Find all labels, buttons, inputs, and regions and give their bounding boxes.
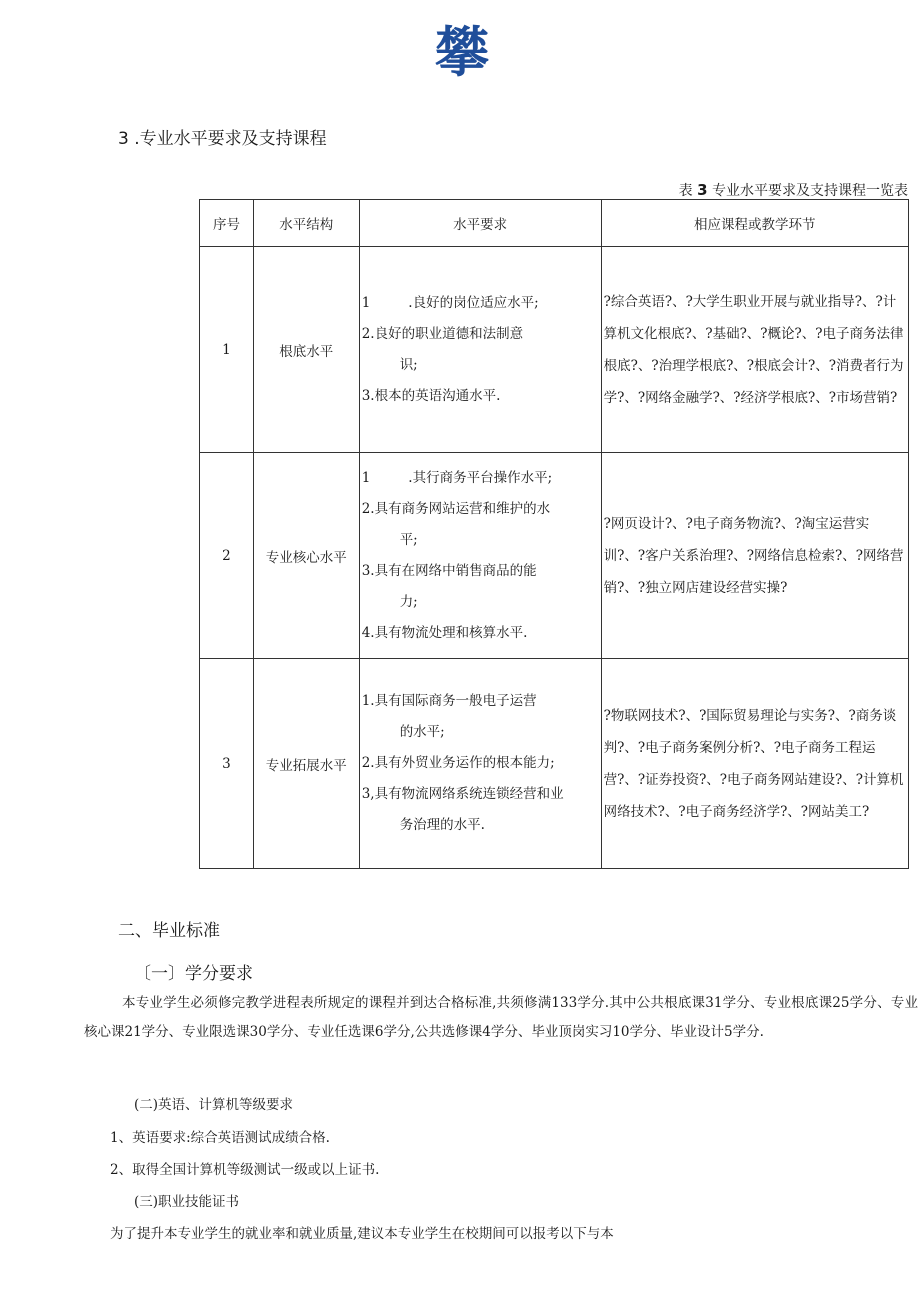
requirement-text: .其行商务平台操作水平; bbox=[408, 469, 553, 486]
table-header-row bbox=[200, 200, 909, 247]
requirement-number: 1 bbox=[361, 469, 371, 486]
requirement-text: 良好的职业道德和法制意 bbox=[374, 325, 524, 342]
requirement-line bbox=[362, 381, 597, 412]
requirement-text: 具有物流网络系统连锁经营和业 bbox=[374, 786, 564, 802]
table-row bbox=[200, 453, 909, 659]
requirement-number: 1 bbox=[361, 294, 371, 311]
table-row bbox=[200, 659, 909, 869]
requirement-line bbox=[362, 463, 597, 494]
requirement-text: .具有国际商务一般电子运营 bbox=[370, 693, 537, 709]
lang-title: (二)英语、计算机等级要求 bbox=[134, 1097, 294, 1113]
row-requirements bbox=[359, 247, 601, 453]
requirement-number: 3. bbox=[361, 387, 375, 404]
caption-prefix: 表 bbox=[678, 183, 698, 199]
requirement-line bbox=[362, 618, 597, 649]
requirement-text: 根本的英语沟通水平. bbox=[374, 387, 501, 404]
requirement-number: 1 bbox=[361, 693, 371, 709]
caption-number: 3 bbox=[697, 181, 708, 199]
logo: 攀 bbox=[435, 21, 489, 84]
requirement-text: 具有外贸业务运作的根本能力; bbox=[374, 755, 555, 771]
requirement-number: 2. bbox=[361, 755, 375, 771]
credits-title: 〔一〕学分要求 bbox=[134, 964, 253, 984]
row-courses: ?物联网技术?、?国际贸易理论与实务?、?商务谈判?、?电子商务案例分析?、?电子商务工程运营?、?证券投资?、?电子商务网站建设?、?计算机网络技术?、?电子商务经济学?、?网站美工? bbox=[601, 659, 908, 869]
header-courses: 相应课程或教学环节 bbox=[601, 200, 908, 247]
requirement-line bbox=[362, 686, 597, 717]
requirement-line bbox=[362, 525, 597, 556]
row-number: 3 bbox=[200, 659, 254, 869]
row-requirements bbox=[359, 453, 601, 659]
header-no: 序号 bbox=[200, 200, 254, 247]
row-number: 1 bbox=[200, 247, 254, 453]
table-body bbox=[200, 247, 909, 869]
requirement-text: .具有在网络中销售商品的能 bbox=[370, 562, 537, 579]
table-row bbox=[200, 247, 909, 453]
requirement-text: 力; bbox=[399, 593, 418, 610]
lang-item-2: 2、取得全国计算机等级测试一级或以上证书. bbox=[110, 1162, 380, 1178]
requirement-line bbox=[362, 494, 597, 525]
requirement-number: 3, bbox=[361, 786, 375, 802]
header-requirements: 水平要求 bbox=[359, 200, 601, 247]
requirement-number: 4. bbox=[361, 624, 375, 641]
row-number: 2 bbox=[200, 453, 254, 659]
requirement-text: 务治理的水平. bbox=[399, 817, 485, 833]
requirement-line bbox=[362, 810, 597, 841]
requirement-text: 平; bbox=[399, 531, 418, 548]
caption-suffix: 专业水平要求及支持课程一览表 bbox=[707, 183, 908, 199]
requirement-line bbox=[362, 350, 597, 381]
requirement-line bbox=[362, 587, 597, 618]
requirement-line bbox=[362, 748, 597, 779]
requirement-line bbox=[362, 319, 597, 350]
requirement-text: 的水平; bbox=[399, 724, 445, 740]
row-requirements bbox=[359, 659, 601, 869]
table-caption bbox=[679, 180, 908, 200]
header-structure: 水平结构 bbox=[253, 200, 359, 247]
requirement-line bbox=[362, 288, 597, 319]
requirement-line bbox=[362, 779, 597, 810]
credits-paragraph: 本专业学生必须修完教学进程表所规定的课程并到达合格标准,共须修满133学分.其中公共根底课31学分、专业根底课25学分、专业核心课21学分、专业限选课30学分、专业任选课6学分,公共选修课4学分、毕业顶岗实习10学分、毕业设计5学分. bbox=[84, 995, 918, 1040]
requirements-table bbox=[199, 199, 909, 869]
requirement-text: .良好的岗位适应水平; bbox=[408, 294, 539, 311]
row-structure: 根底水平 bbox=[253, 247, 359, 453]
requirement-text: 具有物流处理和核算水平. bbox=[374, 624, 528, 641]
requirement-number: 2. bbox=[361, 500, 375, 517]
row-structure: 专业拓展水平 bbox=[253, 659, 359, 869]
requirement-line bbox=[362, 717, 597, 748]
section-title: 3 .专业水平要求及支持课程 bbox=[118, 129, 327, 149]
requirement-number: 2. bbox=[361, 325, 375, 342]
cert-text: 为了提升本专业学生的就业率和就业质量,建议本专业学生在校期间可以报考以下与本 bbox=[110, 1226, 614, 1242]
row-structure: 专业核心水平 bbox=[253, 453, 359, 659]
requirement-text: 识; bbox=[399, 356, 418, 373]
cert-title: (三)职业技能证书 bbox=[134, 1194, 240, 1210]
row-courses: ?网页设计?、?电子商务物流?、?淘宝运营实训?、?客户关系治理?、?网络信息检索?、?网络营销?、?独立网店建设经营实操? bbox=[601, 453, 908, 659]
requirement-text: 具有商务网站运营和维护的水 bbox=[374, 500, 551, 517]
requirement-number: 3 bbox=[361, 562, 371, 579]
requirement-line bbox=[362, 556, 597, 587]
row-courses: ?综合英语?、?大学生职业开展与就业指导?、?计算机文化根底?、?基础?、?概论?、?电子商务法律根底?、?治理学根底?、?根底会计?、?消费者行为学?、?网络金融学?、?经济学根底?、?市场营销? bbox=[601, 247, 908, 453]
lang-item-1: 1、英语要求:综合英语测试成绩合格. bbox=[110, 1130, 330, 1146]
graduation-title: 二、毕业标准 bbox=[118, 921, 220, 941]
